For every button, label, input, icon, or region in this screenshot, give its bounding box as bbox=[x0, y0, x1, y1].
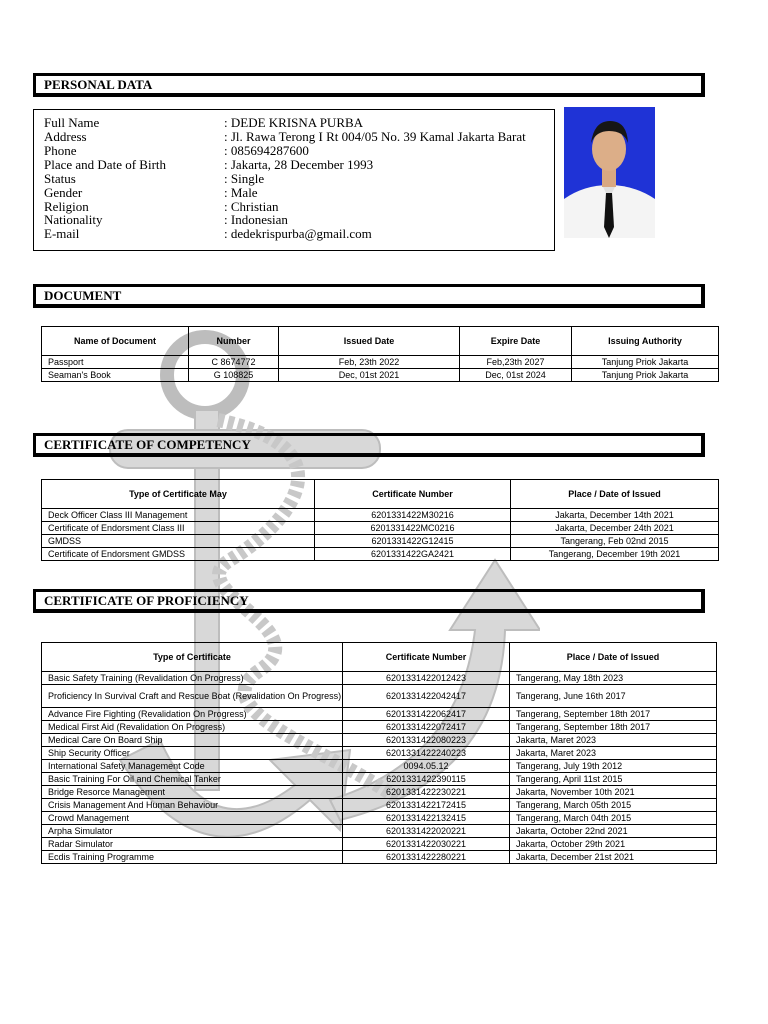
table-cell: Dec, 01st 2024 bbox=[460, 369, 572, 382]
email-label: E-mail bbox=[44, 226, 80, 241]
table-header-row bbox=[42, 480, 719, 509]
table-cell: Tangerang, September 18th 2017 bbox=[510, 708, 717, 721]
table-cell: Crowd Management bbox=[42, 812, 343, 825]
profile-photo bbox=[564, 107, 655, 238]
table-cell: Tangerang, April 11st 2015 bbox=[510, 773, 717, 786]
table-cell: Feb,23th 2027 bbox=[460, 356, 572, 369]
table-cell: Passport bbox=[42, 356, 189, 369]
proficiency-header: CERTIFICATE OF PROFICIENCY bbox=[33, 589, 705, 613]
table-cell: 6201331422G12415 bbox=[315, 535, 511, 548]
table-cell: 6201331422GA2421 bbox=[315, 548, 511, 561]
table-cell: Tangerang, May 18th 2023 bbox=[510, 672, 717, 685]
column-header: Type of Certificate bbox=[42, 643, 343, 672]
table-cell: Tanjung Priok Jakarta bbox=[572, 369, 719, 382]
table-cell: Certificate of Endorsment Class III bbox=[42, 522, 315, 535]
phone-label: Phone bbox=[44, 143, 77, 158]
table-row bbox=[42, 672, 717, 685]
column-header: Issued Date bbox=[279, 327, 460, 356]
table-cell: 6201331422030221 bbox=[343, 838, 510, 851]
competency-header: CERTIFICATE OF COMPETENCY bbox=[33, 433, 705, 457]
table-cell: 6201331422240223 bbox=[343, 747, 510, 760]
table-row bbox=[42, 773, 717, 786]
table-cell: Bridge Resorce Management bbox=[42, 786, 343, 799]
full-name-label: Full Name bbox=[44, 115, 100, 130]
table-cell: Jakarta, Maret 2023 bbox=[510, 734, 717, 747]
status-label: Status bbox=[44, 171, 76, 186]
table-row bbox=[42, 535, 719, 548]
nationality-label: Nationality bbox=[44, 212, 103, 227]
column-header: Place / Date of Issued bbox=[511, 480, 719, 509]
table-row bbox=[42, 721, 717, 734]
proficiency-table bbox=[41, 642, 717, 864]
table-cell: 6201331422042417 bbox=[343, 685, 510, 708]
column-header: Place / Date of Issued bbox=[510, 643, 717, 672]
document-header: DOCUMENT bbox=[33, 284, 705, 308]
column-header: Name of Document bbox=[42, 327, 189, 356]
table-cell: Tangerang, July 19th 2012 bbox=[510, 760, 717, 773]
table-cell: Tanjung Priok Jakarta bbox=[572, 356, 719, 369]
table-row bbox=[42, 786, 717, 799]
table-cell: Medical First Aid (Revalidation On Progress) bbox=[42, 721, 343, 734]
table-cell: Jakarta, Maret 2023 bbox=[510, 747, 717, 760]
column-header: Number bbox=[189, 327, 279, 356]
table-cell: GMDSS bbox=[42, 535, 315, 548]
table-cell: Tangerang, June 16th 2017 bbox=[510, 685, 717, 708]
table-cell: 6201331422080223 bbox=[343, 734, 510, 747]
phone-value: : 085694287600 bbox=[224, 143, 309, 158]
table-cell: Tangerang, March 04th 2015 bbox=[510, 812, 717, 825]
address-label: Address bbox=[44, 129, 87, 144]
table-cell: Feb, 23th 2022 bbox=[279, 356, 460, 369]
table-row bbox=[42, 356, 719, 369]
table-row bbox=[42, 799, 717, 812]
table-cell: 0094.05.12 bbox=[343, 760, 510, 773]
table-cell: Tangerang, Feb 02nd 2015 bbox=[511, 535, 719, 548]
table-cell: Ecdis Training Programme bbox=[42, 851, 343, 864]
table-cell: Jakarta, December 24th 2021 bbox=[511, 522, 719, 535]
table-cell: 6201331422MC0216 bbox=[315, 522, 511, 535]
column-header: Certificate Number bbox=[315, 480, 511, 509]
table-cell: 6201331422062417 bbox=[343, 708, 510, 721]
table-cell: Arpha Simulator bbox=[42, 825, 343, 838]
table-row bbox=[42, 734, 717, 747]
status-value: : Single bbox=[224, 171, 265, 186]
personal-data-header: PERSONAL DATA bbox=[33, 73, 705, 97]
table-header-row bbox=[42, 643, 717, 672]
table-cell: 6201331422390115 bbox=[343, 773, 510, 786]
table-cell: 6201331422020221 bbox=[343, 825, 510, 838]
table-cell: Advance Fire Fighting (Revalidation On Progress) bbox=[42, 708, 343, 721]
table-row bbox=[42, 509, 719, 522]
column-header: Type of Certificate May bbox=[42, 480, 315, 509]
table-cell: Medical Care On Board Ship bbox=[42, 734, 343, 747]
email-value: : dedekrispurba@gmail.com bbox=[224, 226, 372, 241]
gender-label: Gender bbox=[44, 185, 83, 200]
religion-label: Religion bbox=[44, 199, 89, 214]
column-header: Expire Date bbox=[460, 327, 572, 356]
table-row bbox=[42, 812, 717, 825]
table-row bbox=[42, 747, 717, 760]
table-row bbox=[42, 685, 717, 708]
table-cell: 6201331422280221 bbox=[343, 851, 510, 864]
table-row bbox=[42, 548, 719, 561]
table-cell: 6201331422012423 bbox=[343, 672, 510, 685]
table-cell: Basic Training For Oil and Chemical Tanker bbox=[42, 773, 343, 786]
table-row bbox=[42, 369, 719, 382]
table-cell: 6201331422072417 bbox=[343, 721, 510, 734]
nationality-value: : Indonesian bbox=[224, 212, 288, 227]
table-cell: Ship Security Officer bbox=[42, 747, 343, 760]
table-cell: Dec, 01st 2021 bbox=[279, 369, 460, 382]
table-cell: Jakarta, October 22nd 2021 bbox=[510, 825, 717, 838]
table-row bbox=[42, 522, 719, 535]
table-cell: C 8674772 bbox=[189, 356, 279, 369]
document-table bbox=[41, 326, 719, 382]
table-cell: 6201331422230221 bbox=[343, 786, 510, 799]
table-cell: 6201331422132415 bbox=[343, 812, 510, 825]
competency-table bbox=[41, 479, 719, 561]
table-row bbox=[42, 838, 717, 851]
column-header: Issuing Authority bbox=[572, 327, 719, 356]
table-cell: Tangerang, September 18th 2017 bbox=[510, 721, 717, 734]
birth-label: Place and Date of Birth bbox=[44, 157, 167, 172]
table-cell: Proficiency In Survival Craft and Rescue Boat (Revalidation On Progress) bbox=[42, 685, 343, 708]
birth-value: : Jakarta, 28 December 1993 bbox=[224, 157, 374, 172]
table-cell: Basic Safety Training (Revalidation On Progress) bbox=[42, 672, 343, 685]
table-cell: Certificate of Endorsment GMDSS bbox=[42, 548, 315, 561]
table-cell: Jakarta, December 21st 2021 bbox=[510, 851, 717, 864]
table-cell: Tangerang, March 05th 2015 bbox=[510, 799, 717, 812]
table-cell: Crisis Management And Human Behaviour bbox=[42, 799, 343, 812]
table-cell: Jakarta, December 14th 2021 bbox=[511, 509, 719, 522]
table-cell: International Safety Management Code bbox=[42, 760, 343, 773]
personal-data-box bbox=[33, 109, 555, 251]
table-cell: Deck Officer Class III Management bbox=[42, 509, 315, 522]
address-value: : Jl. Rawa Terong I Rt 004/05 No. 39 Kamal Jakarta Barat bbox=[224, 129, 526, 144]
table-row bbox=[42, 825, 717, 838]
religion-value: : Christian bbox=[224, 199, 279, 214]
gender-value: : Male bbox=[224, 185, 258, 200]
table-row bbox=[42, 851, 717, 864]
table-cell: G 108825 bbox=[189, 369, 279, 382]
table-cell: Tangerang, December 19th 2021 bbox=[511, 548, 719, 561]
table-cell: Seaman's Book bbox=[42, 369, 189, 382]
table-row bbox=[42, 708, 717, 721]
column-header: Certificate Number bbox=[343, 643, 510, 672]
table-header-row bbox=[42, 327, 719, 356]
table-cell: Radar Simulator bbox=[42, 838, 343, 851]
table-cell: Jakarta, November 10th 2021 bbox=[510, 786, 717, 799]
full-name-value: : DEDE KRISNA PURBA bbox=[224, 115, 364, 130]
table-cell: 6201331422M30216 bbox=[315, 509, 511, 522]
table-cell: Jakarta, October 29th 2021 bbox=[510, 838, 717, 851]
table-cell: 6201331422172415 bbox=[343, 799, 510, 812]
table-row bbox=[42, 760, 717, 773]
